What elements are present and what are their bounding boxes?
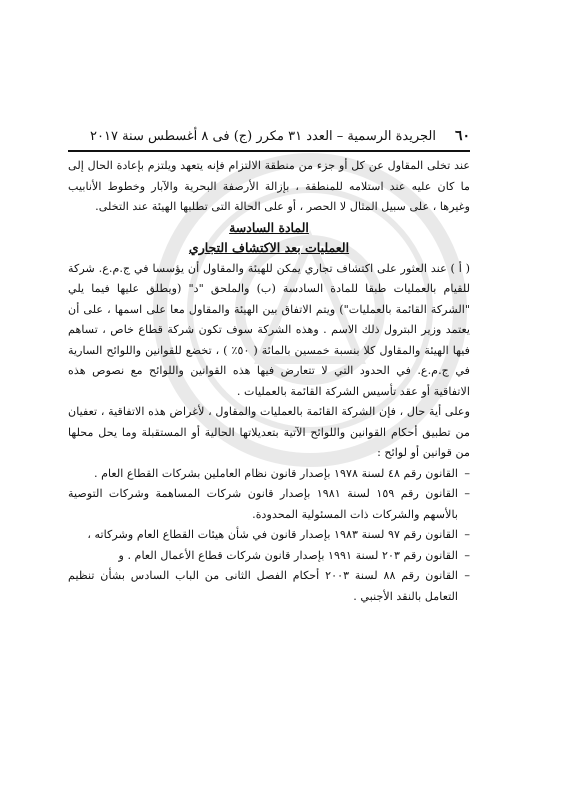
list-item [68,464,470,485]
law-item-text: القانون رقم ١٥٩ لسنة ١٩٨١ بإصدار قانون شركات المساهمة وشركات التوصية بالأسهم والشركات ذات المسئولية المحدودة. [68,487,458,521]
list-item [68,484,470,525]
paragraph-b: وعلى أية حال ، فإن الشركة القائمة بالعمليات والمقاول ، لأغراض هذه الاتفاقية ، تعفيان من تطبيق أحكام القوانين واللوائح الآتية بتعديلاتها الحالية أو المستقبلة وما يحل محلها من قوانين أو لوائح : [68,405,470,459]
list-item [68,525,470,546]
list-marker: – [464,487,470,500]
law-item-text: القانون رقم ٢٠٣ لسنة ١٩٩١ بإصدار قانون شركات قطاع الأعمال العام . و [118,548,458,562]
document-body [68,156,470,607]
list-item [68,566,470,607]
list-marker: – [464,548,470,562]
list-marker: – [464,466,470,480]
law-item-text: القانون رقم ٤٨ لسنة ١٩٧٨ بإصدار قانون نظام العاملين بشركات القطاع العام . [93,466,458,480]
intro-paragraph: عند تخلى المقاول عن كل أو جزء من منطقة الالتزام فإنه يتعهد ويلتزم بإعادة الحال إلى ما كان عليه عند استلامه للمنطقة ، بإزالة الأرصفة البحرية والآبار وخطوط الأنابيب وغيرها ، على سبيل المثال لا الحصر ، أو على الحالة التى تطلبها الهيئة عند التخلى. [68,159,470,213]
gazette-title: الجريدة الرسمية – العدد ٣١ مكرر (ج) فى ٨ أغسطس سنة ٢٠١٧ [90,129,436,144]
list-item [68,546,470,567]
law-item-text: القانون رقم ٩٧ لسنة ١٩٨٣ بإصدار قانون في شأن هيئات القطاع العام وشركاته ، [87,528,458,541]
law-item-text: القانون رقم ٨٨ لسنة ٢٠٠٣ أحكام الفصل الثانى من الباب السادس بشأن تنظيم التعامل بالنقد الأجنبي . [68,569,458,603]
exempted-laws-list [68,464,470,608]
list-marker: – [464,528,470,541]
page-number: ٦٠ [454,128,470,144]
paragraph-a: ( أ ) عند العثور على اكتشاف تجاري يمكن للهيئة والمقاول أن يؤسسا في ج.م.ع. شركة للقيام بالعمليات طبقا للمادة السادسة (ب) والملحق "د" (ويطلق عليها فيما يلي "الشركة القائمة بالعمليات") ويتم الاتفاق بين الهيئة والمقاول معا على اسمها ، على أن يعتمد وزير البترول ذلك الاسم . وهذه الشركة سوف تكون شركة قطاع خاص ، تساهم فيها الهيئة والمقاول كلا بنسبة خمسين بالمائة ( ٥٠٪ ) ، تخضع للقوانين واللوائح السارية في ج.م.ع. في الحدود التي لا تتعارض فيها هذه القوانين واللوائح مع نصوص هذه الاتفاقية أو عقد تأسيس الشركة القائمة بالعمليات . [68,261,470,398]
article-title: المادة السادسة [229,219,309,235]
header-rule [68,150,470,152]
article-subtitle: العمليات بعد الاكتشاف التجاري [188,240,350,255]
list-marker: – [464,569,470,582]
page-header [68,128,470,150]
